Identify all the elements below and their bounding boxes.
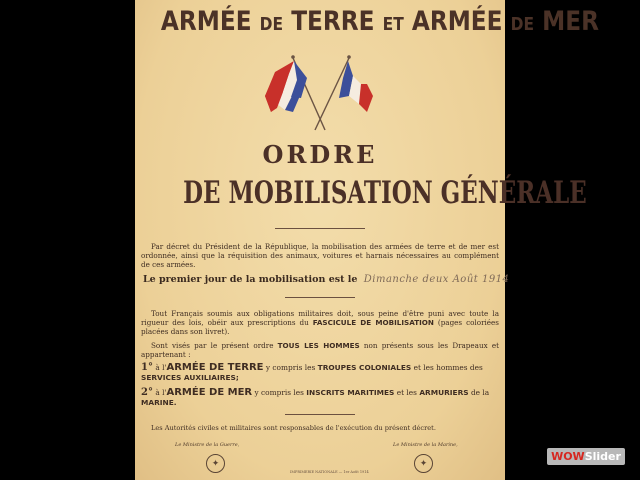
list-item-navy <box>141 388 499 408</box>
wowslider-watermark <box>547 448 625 465</box>
obligations-text-2: (pages coloriées placées dans son livret). <box>141 318 499 336</box>
item-marine: MARINE. <box>141 398 177 407</box>
header-word-armee: ARMÉE <box>160 6 252 37</box>
first-day-date: Dimanche deux Août 1914 <box>363 274 510 285</box>
title-ordre: ORDRE <box>262 140 378 169</box>
header-word-de-2: DE <box>510 14 535 35</box>
crossed-flags-icon <box>263 52 377 134</box>
item-armuriers: ARMURIERS <box>419 388 469 397</box>
first-day-label: Le premier jour de la mobilisation est le <box>143 274 358 285</box>
minister-navy-label: Le Ministre de la Marine, <box>393 442 458 448</box>
concerned-text-2: non présents sous les Drapeaux et appartenant : <box>141 341 499 359</box>
title-mobilisation-generale: DE MOBILISATION GÉNÉRALE <box>183 175 587 211</box>
item-services: SERVICES AUXILIAIRES; <box>141 373 239 382</box>
header-word-terre: TERRE <box>291 6 375 37</box>
item-prefix: à l' <box>155 388 167 397</box>
concerned-paragraph <box>141 341 499 359</box>
authorities-paragraph: Les Autorités civiles et militaires sont responsables de l'exécution du présent décret. <box>151 424 436 432</box>
divider <box>285 297 355 298</box>
watermark-slider: Slider <box>584 450 621 463</box>
header-word-de: DE <box>259 14 284 35</box>
header-word-mer: MER <box>542 6 600 37</box>
item-number: 1° <box>141 362 153 373</box>
watermark-wow: WOW <box>551 450 585 463</box>
seal-navy-icon: ✦ <box>414 454 433 473</box>
poster-header <box>160 6 600 37</box>
obligations-paragraph <box>141 309 499 336</box>
concerned-text: Sont visés par le présent ordre <box>151 341 274 350</box>
obligations-fascicule: FASCICULE DE MOBILISATION <box>312 318 434 327</box>
item-mid: y compris les <box>254 388 304 397</box>
obligations-text: Tout Français soumis aux obligations militaires doit, sous peine d'être puni avec toute la rigueur des lois, obéir aux prescriptions du <box>141 309 499 327</box>
list-item-army <box>141 363 499 383</box>
first-day-line <box>143 274 509 285</box>
divider <box>275 228 365 229</box>
concerned-all-men: TOUS LES HOMMES <box>277 341 360 350</box>
item-army-mer: ARMÉE DE MER <box>166 387 253 398</box>
header-word-armee-2: ARMÉE <box>411 6 503 37</box>
header-word-et: ET <box>382 14 404 35</box>
decree-paragraph: Par décret du Président de la République, la mobilisation des armées de terre et de mer est ordonnée, ainsi que la réquisition des animaux, voitures et harnais nécessaires au complément de ces armées. <box>141 242 499 269</box>
minister-war-label: Le Ministre de la Guerre, <box>175 442 240 448</box>
divider <box>285 414 355 415</box>
item-troops: TROUPES COLONIALES <box>317 363 412 372</box>
item-inscrits: INSCRITS MARITIMES <box>306 388 395 397</box>
item-mid-2: et les hommes des <box>413 363 483 372</box>
seal-war-icon: ✦ <box>206 454 225 473</box>
item-number: 2° <box>141 387 153 398</box>
item-mid-2: et les <box>396 388 417 397</box>
item-mid: y compris les <box>265 363 316 372</box>
item-army-terre: ARMÉE DE TERRE <box>166 362 264 373</box>
item-tail: de la <box>470 388 490 397</box>
printer-line: IMPRIMERIE NATIONALE — 1er Août 1914 <box>290 470 369 474</box>
item-prefix: à l' <box>155 363 167 372</box>
